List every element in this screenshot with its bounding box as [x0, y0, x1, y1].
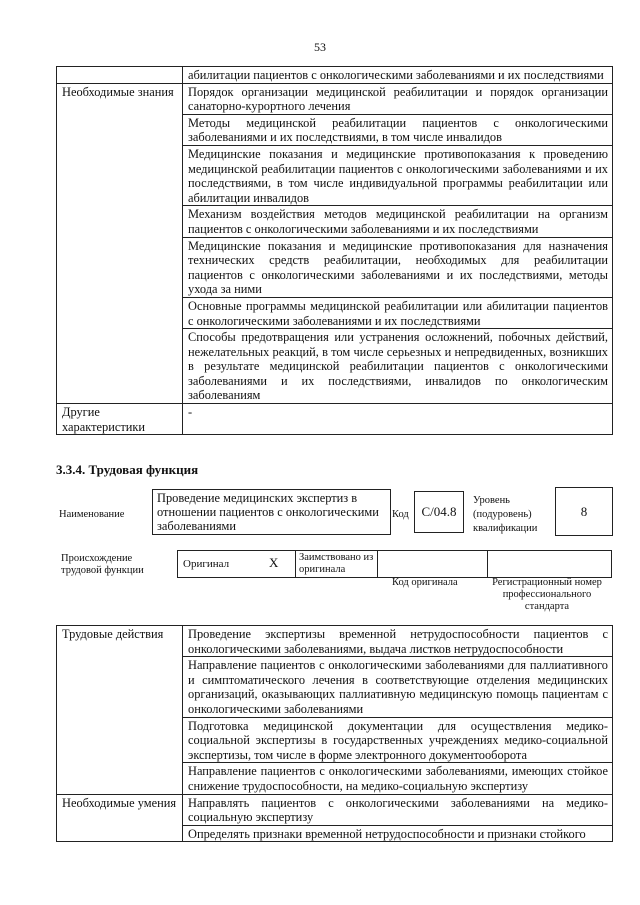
row-item: Механизм воздействия методов медицинской реабилитации на организм пациентов с онкологическими заболеваниями и их последствиями: [183, 206, 613, 237]
section-title: 3.3.4. Трудовая функция: [56, 462, 199, 477]
table-row: [57, 67, 613, 84]
row-item: Определять признаки временной нетрудоспособности и признаки стойкого: [183, 825, 613, 842]
row-item: Подготовка медицинской документации для осуществления медико-социальной экспертизы в государственных учреждениях медико-социальной экспертизы, том числе в форме электронного документооборота: [183, 717, 613, 763]
name-label: Наименование: [59, 509, 125, 520]
borrowed-label: Заимствовано из оригинала: [299, 552, 374, 575]
page-number: 53: [314, 40, 326, 54]
row-item: Направление пациентов с онкологическими заболеваниями для паллиативного и симптоматического лечения в соответствующие отделения медицинских организаций, оказывающих паллиативную медицинскую помощь пациентам с онкологическими заболеваниями: [183, 657, 613, 717]
row-item: Порядок организации медицинской реабилитации и порядок организации санаторно-курортного лечения: [183, 83, 613, 114]
row-item: Направлять пациентов с онкологическими заболеваниями на медико-социальную экспертизу: [183, 794, 613, 825]
row-label: [57, 67, 183, 84]
competency-table-1: [56, 66, 613, 435]
table-row: [57, 794, 613, 825]
original-mark: X: [269, 555, 279, 570]
row-item: Направление пациентов с онкологическими заболеваниями, имеющих стойкое снижение трудоспособности, на медико-социальную экспертизу: [183, 763, 613, 794]
row-label: Необходимые знания: [57, 83, 183, 403]
row-item: -: [183, 404, 613, 435]
level-value-box: 8: [555, 487, 613, 536]
divider: [487, 551, 488, 577]
row-item: Медицинские показания и медицинские противопоказания к проведению медицинской реабилитации пациентов с онкологическими заболеваниями и их последствиями, в том числе индивидуальной программы реабилитации или абилитации инвалидов: [183, 145, 613, 205]
row-label: Трудовые действия: [57, 626, 183, 795]
divider: [377, 551, 378, 577]
row-item: Методы медицинской реабилитации пациентов с онкологическими заболеваниями и их последствиями, в том числе инвалидов: [183, 114, 613, 145]
origin-label: Происхождение трудовой функции: [61, 553, 144, 576]
row-item: Медицинские показания и медицинские противопоказания для назначения технических средств реабилитации, необходимых для реабилитации пациентов с онкологическими заболеваниями и их последствиями, методы ухода за ними: [183, 237, 613, 297]
level-label: Уровень (подуровень) квалификации: [473, 495, 538, 534]
code-original-caption: Код оригинала: [392, 577, 458, 588]
table-row: [57, 404, 613, 435]
row-item: Основные программы медицинской реабилитации или абилитации пациентов с онкологическими заболеваниями и их последствиями: [183, 297, 613, 328]
row-item: Проведение экспертизы временной нетрудоспособности пациентов с онкологическими заболеваниями, выдача листков нетрудоспособности: [183, 626, 613, 657]
table-row: [57, 626, 613, 657]
function-name-box: Проведение медицинских экспертиз в отношении пациентов с онкологическими заболеваниями: [152, 489, 391, 535]
table-row: [57, 83, 613, 114]
code-value-box: С/04.8: [414, 491, 464, 533]
original-cell: [178, 551, 296, 577]
reg-number-caption: Регистрационный номер профессионального стандарта: [492, 577, 602, 612]
competency-table-2: [56, 625, 613, 842]
code-label: Код: [392, 509, 409, 520]
row-item: Способы предотвращения или устранения осложнений, побочных действий, нежелательных реакций, в том числе серьезных и непредвиденных, возникших в результате медицинской реабилитации пациентов с онкологическими заболеваниями и их последствиями, инвалидов по онкологическим заболеваниям: [183, 329, 613, 404]
row-label: Необходимые умения: [57, 794, 183, 842]
origin-row: [177, 550, 612, 578]
row-label: Другие характеристики: [57, 404, 183, 435]
row-item: абилитации пациентов с онкологическими заболеваниями и их последствиями: [183, 67, 613, 84]
original-label: Оригинал: [183, 558, 230, 570]
